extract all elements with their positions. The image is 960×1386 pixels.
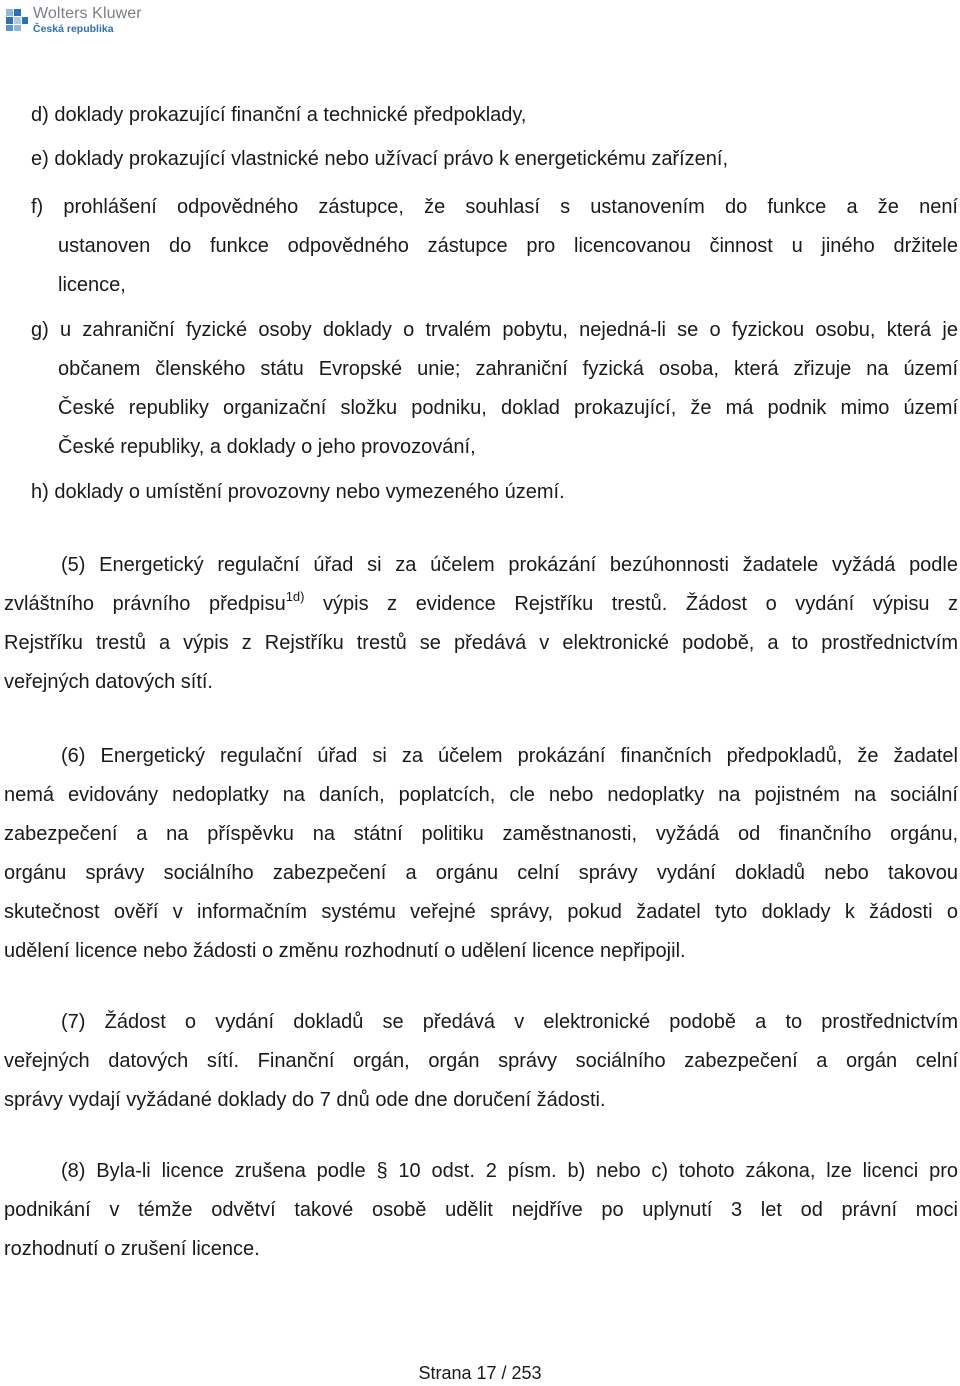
- item-f-line-3: licence,: [58, 274, 126, 296]
- paragraph-6: [4, 744, 958, 978]
- logo-subtitle: Česká republika: [33, 22, 114, 35]
- paragraph-8-line-1: (8) Byla-li licence zrušena podle § 10 odst. 2 písm. b) nebo c) tohoto zákona, lze licenci pro: [61, 1160, 958, 1182]
- paragraph-8: [4, 1159, 958, 1276]
- paragraph-6-line-6: udělení licence nebo žádosti o změnu rozhodnutí o udělení licence nepřipojil.: [4, 940, 686, 962]
- item-g-line-2: občanem členského státu Evropské unie; zahraniční fyzická osoba, která zřizuje na území: [58, 358, 958, 380]
- paragraph-5-text-b: výpis z evidence Rejstříku trestů. Žádost o vydání výpisu z: [304, 593, 958, 615]
- paragraph-5-line-3: Rejstříku trestů a výpis z Rejstříku trestů se předává v elektronické podobě, a to prostřednictvím: [4, 632, 958, 654]
- item-g-line-3: České republiky organizační složku podniku, doklad prokazující, že má podnik mimo území: [58, 397, 958, 419]
- item-h: h) doklady o umístění provozovny nebo vymezeného území.: [31, 481, 565, 503]
- item-f-line-1: f) prohlášení odpovědného zástupce, že souhlasí s ustanovením do funkce a že není: [31, 196, 958, 218]
- paragraph-6-line-3: zabezpečení a na příspěvku na státní politiku zaměstnanosti, vyžádá od finančního orgánu,: [4, 823, 958, 845]
- paragraph-7-line-1: (7) Žádost o vydání dokladů se předává v elektronické podobě a to prostřednictvím: [61, 1011, 958, 1033]
- paragraph-6-line-4: orgánu správy sociálního zabezpečení a orgánu celní správy vydání dokladů nebo takovou: [4, 862, 958, 884]
- paragraph-6-line-5: skutečnost ověří v informačním systému veřejné správy, pokud žadatel tyto doklady k žádosti o: [4, 901, 958, 923]
- item-g-line-1: g) u zahraniční fyzické osoby doklady o trvalém pobytu, nejedná-li se o fyzickou osobu, která je: [31, 319, 958, 341]
- paragraph-5-line-2: [4, 589, 958, 631]
- logo-name: Wolters Kluwer: [33, 4, 142, 22]
- item-e: e) doklady prokazující vlastnické nebo užívací právo k energetickému zařízení,: [31, 148, 729, 170]
- paragraph-5-line-4: veřejných datových sítí.: [4, 671, 213, 693]
- paragraph-8-line-2: podnikání v témže odvětví takové osobě udělit nejdříve po uplynutí 3 let od právní moci: [4, 1199, 958, 1221]
- paragraph-5-line-1: (5) Energetický regulační úřad si za účelem prokázání bezúhonnosti žadatele vyžádá podle: [61, 554, 958, 576]
- item-f-line-2: ustanoven do funkce odpovědného zástupce pro licencovanou činnost u jiného držitele: [58, 235, 958, 257]
- footnote-reference: 1d): [285, 589, 305, 604]
- item-g: [31, 318, 958, 357]
- page-number: Strana 17 / 253: [418, 1363, 542, 1383]
- item-f: [31, 195, 958, 234]
- item-g-line-4: České republiky, a doklady o jeho provozování,: [58, 436, 476, 458]
- paragraph-6-line-2: nemá evidovány nedoplatky na daních, poplatcích, cle nebo nedoplatky na pojistném na sociální: [4, 784, 958, 806]
- paragraph-7: [4, 1010, 958, 1127]
- paragraph-5: [4, 553, 958, 709]
- item-d: d) doklady prokazující finanční a technické předpoklady,: [31, 104, 527, 126]
- paragraph-6-line-1: (6) Energetický regulační úřad si za účelem prokázání finančních předpokladů, že žadatel: [61, 745, 958, 767]
- wolters-kluwer-logo: [4, 3, 142, 37]
- paragraph-5-text-a: zvláštního právního předpisu: [4, 593, 286, 615]
- wolters-kluwer-logo-icon: [4, 7, 30, 33]
- paragraph-8-line-3: rozhodnutí o zrušení licence.: [4, 1238, 260, 1260]
- paragraph-7-line-2: veřejných datových sítí. Finanční orgán, orgán správy sociálního zabezpečení a orgán celní: [4, 1050, 958, 1072]
- item-f-cont: [58, 234, 958, 273]
- item-g-cont: [58, 357, 958, 435]
- paragraph-7-line-3: správy vydají vyžádané doklady do 7 dnů ode dne doručení žádosti.: [4, 1089, 606, 1111]
